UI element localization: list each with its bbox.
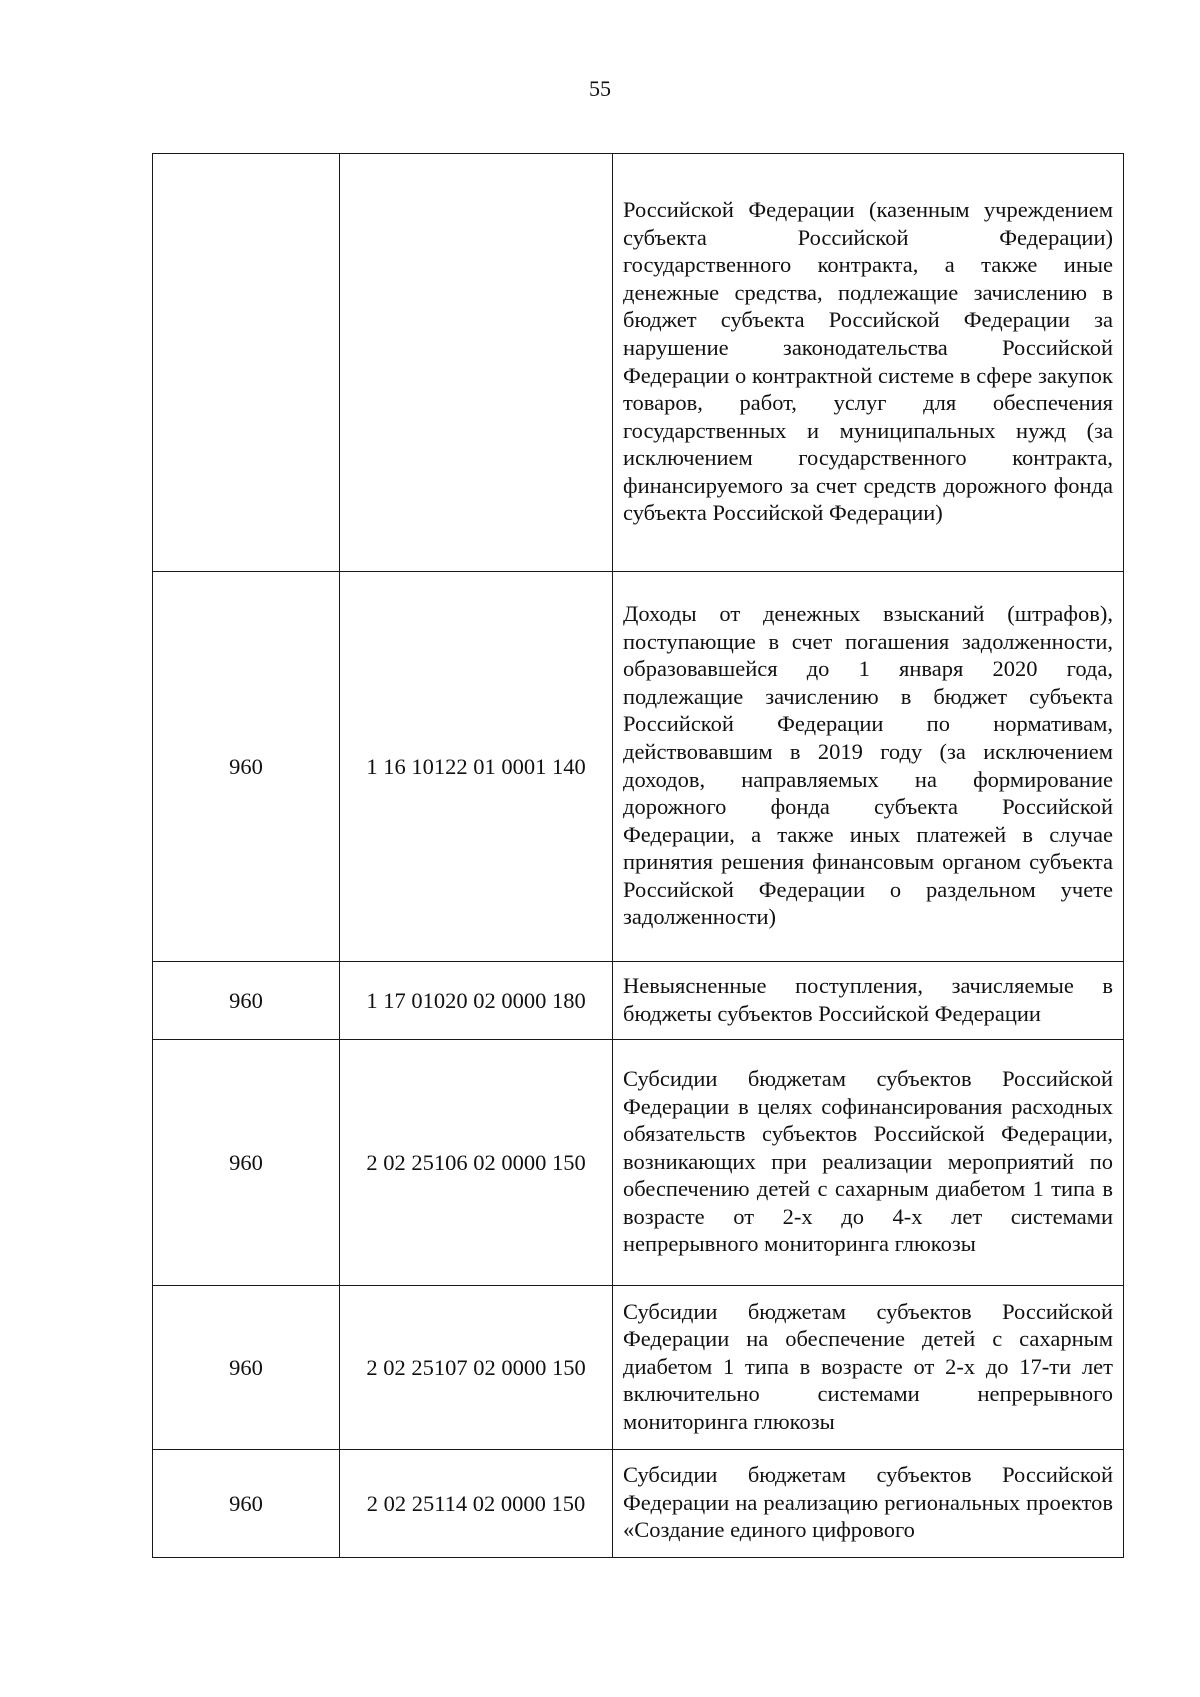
kbk-code-cell: 2 02 25107 02 0000 150 <box>340 1286 613 1450</box>
description-text: Субсидии бюджетам субъектов Российской Федерации на реализацию региональных проектов «Создание единого цифрового <box>623 1462 1113 1543</box>
kbk-code-cell: 1 16 10122 01 0001 140 <box>340 572 613 962</box>
admin-code-cell: 960 <box>153 962 340 1040</box>
description-text: Российской Федерации (казенным учреждением субъекта Российской Федерации) государственного контракта, а также иные денежные средства, подлежащие зачислению в бюджет субъекта Российской Федерации за нарушение законодательства Российской Федерации о контрактной системе в сфере закупок товаров, работ, услуг для обеспечения государственных и муниципальных нужд (за исключением государственного контракта, финансируемого за счет средств дорожного фонда субъекта Российской Федерации) <box>623 196 1113 526</box>
description-cell <box>613 1040 1124 1286</box>
kbk-code-cell: 2 02 25106 02 0000 150 <box>340 1040 613 1286</box>
description-cell <box>613 962 1124 1040</box>
page-number: 55 <box>589 76 611 101</box>
description-text: Невыясненные поступления, зачисляемые в бюджеты субъектов Российской Федерации <box>623 972 1113 1026</box>
kbk-code-cell: 1 17 01020 02 0000 180 <box>340 962 613 1040</box>
kbk-code-cell <box>340 154 613 572</box>
admin-code-cell: 960 <box>153 1286 340 1450</box>
table-row <box>153 572 1124 962</box>
admin-code-cell: 960 <box>153 572 340 962</box>
description-text: Субсидии бюджетам субъектов Российской Федерации в целях софинансирования расходных обязательств субъектов Российской Федерации, возникающих при реализации мероприятий по обеспечению детей с сахарным диабетом 1 типа в возрасте от 2-х до 4-х лет системами непрерывного мониторинга глюкозы <box>623 1065 1113 1257</box>
description-text: Доходы от денежных взысканий (штрафов), поступающие в счет погашения задолженности, образовавшейся до 1 января 2020 года, подлежащие зачислению в бюджет субъекта Российской Федерации по нормативам, действовавшим в 2019 году (за исключением доходов, направляемых на формирование дорожного фонда субъекта Российской Федерации, а также иных платежей в случае принятия решения финансовым органом субъекта Российской Федерации о раздельном учете задолженности) <box>623 600 1113 930</box>
description-cell <box>613 1286 1124 1450</box>
table-row <box>153 1450 1124 1558</box>
description-text: Субсидии бюджетам субъектов Российской Федерации на обеспечение детей с сахарным диабетом 1 типа в возрасте от 2-х до 17-ти лет включительно системами непрерывного мониторинга глюкозы <box>623 1298 1113 1434</box>
table-row <box>153 1040 1124 1286</box>
description-cell <box>613 154 1124 572</box>
admin-code-cell: 960 <box>153 1040 340 1286</box>
admin-code-cell: 960 <box>153 1450 340 1558</box>
budget-classification-table <box>152 153 1124 1558</box>
table-row <box>153 962 1124 1040</box>
admin-code-cell <box>153 154 340 572</box>
kbk-code-cell: 2 02 25114 02 0000 150 <box>340 1450 613 1558</box>
description-cell <box>613 572 1124 962</box>
description-cell <box>613 1450 1124 1558</box>
table-row <box>153 1286 1124 1450</box>
table-row <box>153 154 1124 572</box>
